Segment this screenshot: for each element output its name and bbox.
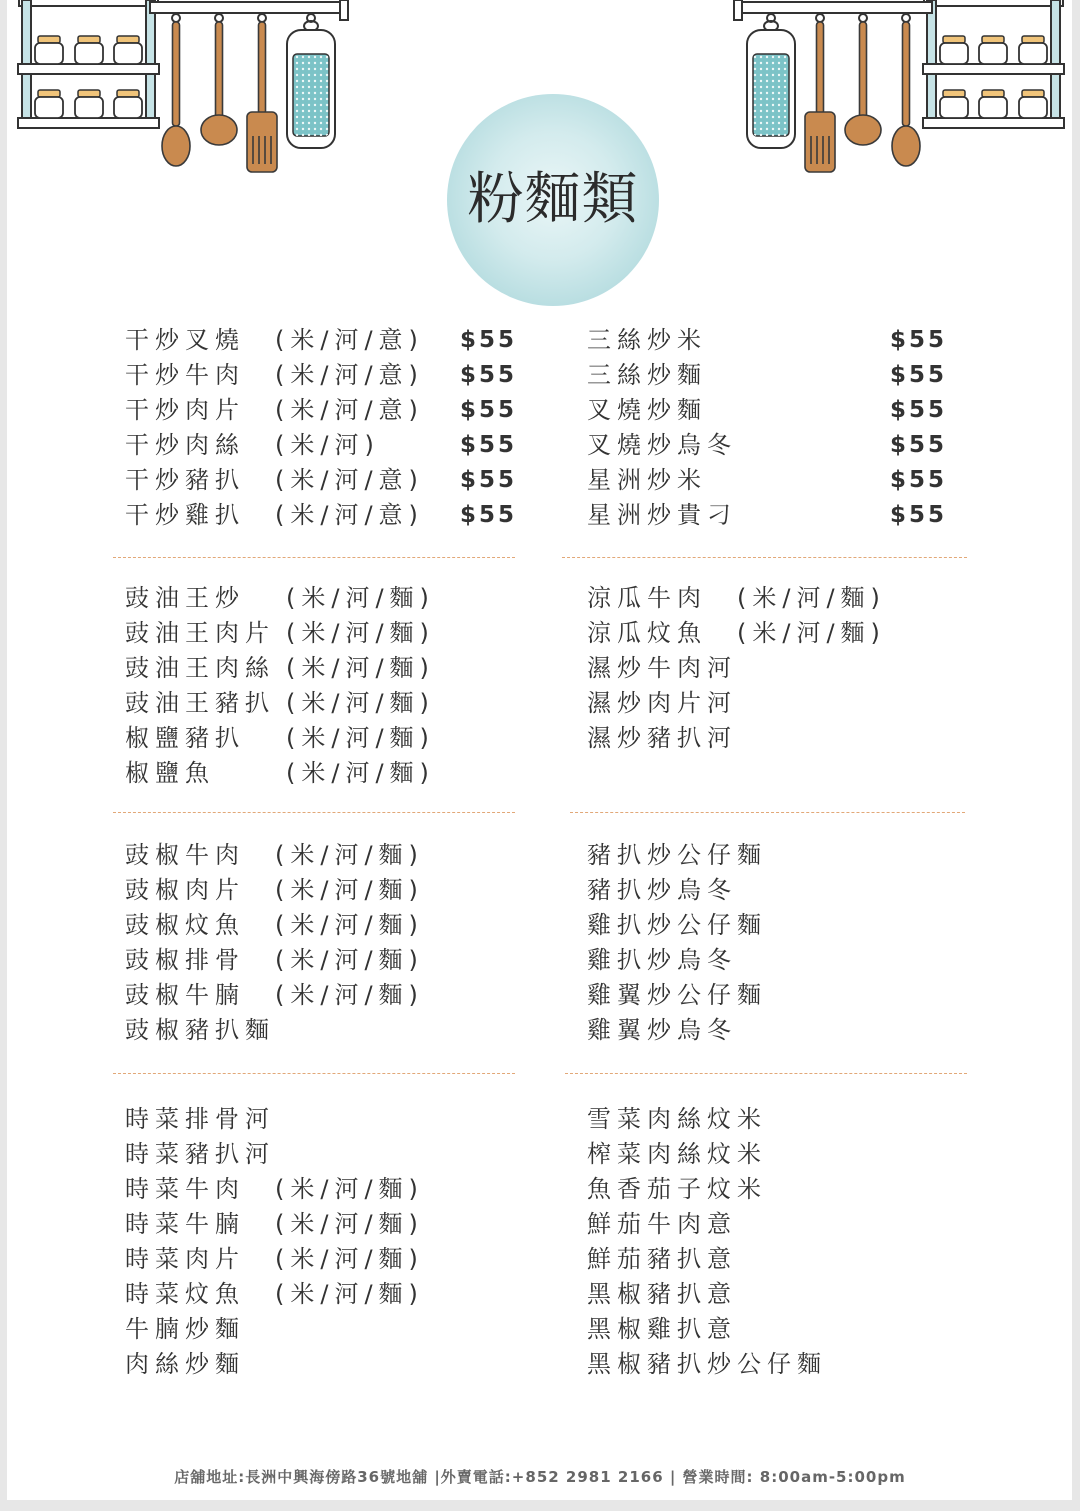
dashed-divider	[562, 557, 967, 558]
menu-item	[125, 873, 485, 908]
section-3-left	[125, 838, 485, 1048]
item-name: 肉絲炒麵	[125, 1350, 245, 1378]
item-name: 干炒叉燒	[125, 326, 245, 354]
shelf-top-board	[19, 0, 158, 6]
item-options: (米/河/意)	[275, 361, 424, 389]
item-options: (米/河/麵)	[275, 1210, 424, 1238]
ladle-icon	[201, 22, 237, 145]
section-3-right	[587, 838, 947, 1048]
item-name: 三絲炒米	[587, 326, 707, 354]
menu-item	[125, 1102, 485, 1137]
menu-item	[125, 1312, 485, 1347]
section-1-left	[125, 323, 518, 533]
item-options: (米/河/意)	[275, 396, 424, 424]
grater-icon	[287, 21, 335, 148]
item-name: 干炒肉片	[125, 396, 245, 424]
item-name: 豉椒肉片	[125, 876, 245, 904]
menu-item	[587, 943, 947, 978]
item-name: 豉油王肉絲	[125, 654, 275, 682]
dashed-divider	[113, 557, 515, 558]
spoon-icon	[162, 22, 190, 166]
item-name: 豉椒牛腩	[125, 981, 245, 1009]
item-price: $55	[460, 467, 518, 493]
item-options: (米/河/麵)	[286, 689, 435, 717]
menu-item	[587, 581, 947, 616]
item-options: (米/河/麵)	[737, 584, 886, 612]
menu-item	[125, 1137, 485, 1172]
shelf-middle-board	[18, 64, 159, 74]
menu-item	[125, 1172, 485, 1207]
item-name: 濕炒豬扒河	[587, 724, 737, 752]
item-options: (米/河/麵)	[275, 1175, 424, 1203]
menu-item	[125, 463, 518, 498]
jar-icon	[75, 90, 103, 118]
item-options: (米/河/麵)	[275, 981, 424, 1009]
menu-item	[587, 978, 947, 1013]
item-name: 椒鹽魚	[125, 759, 215, 787]
menu-item	[587, 721, 947, 756]
item-name: 豉油王炒	[125, 584, 245, 612]
item-options: (米/河/麵)	[275, 876, 424, 904]
menu-item	[587, 686, 947, 721]
item-price: $55	[890, 362, 948, 388]
menu-item	[125, 978, 485, 1013]
item-name: 榨菜肉絲炆米	[587, 1140, 767, 1168]
item-name: 豉椒炆魚	[125, 911, 245, 939]
menu-item	[587, 1312, 947, 1347]
item-name: 椒鹽豬扒	[125, 724, 245, 752]
item-name: 雞翼炒公仔麵	[587, 981, 767, 1009]
section-2-left	[125, 581, 485, 791]
item-options: (米/河/麵)	[275, 946, 424, 974]
section-1-right	[587, 323, 947, 533]
menu-item	[587, 1102, 947, 1137]
section-4-left	[125, 1102, 485, 1382]
menu-item	[587, 498, 947, 533]
item-name: 星洲炒米	[587, 466, 707, 494]
footer-info: 店舖地址:長洲中興海傍路36號地舖 |外賣電話:+852 2981 2166 | 營業時間: 8:00am-5:00pm	[174, 1468, 906, 1486]
item-name: 涼瓜牛肉	[587, 584, 707, 612]
item-name: 牛腩炒麵	[125, 1315, 245, 1343]
menu-item	[587, 1242, 947, 1277]
item-name: 黑椒豬扒意	[587, 1280, 737, 1308]
item-name: 豬扒炒烏冬	[587, 876, 737, 904]
item-name: 干炒肉絲	[125, 431, 245, 459]
dashed-divider	[113, 1073, 515, 1074]
section-2-right	[587, 581, 947, 756]
hook	[172, 14, 180, 22]
item-name: 黑椒雞扒意	[587, 1315, 737, 1343]
item-name: 豬扒炒公仔麵	[587, 841, 767, 869]
item-options: (米/河/麵)	[286, 654, 435, 682]
grater-holes	[293, 54, 329, 136]
item-name: 星洲炒貴刁	[587, 501, 737, 529]
menu-item	[125, 838, 485, 873]
menu-item	[125, 323, 518, 358]
rail-bar	[150, 2, 346, 13]
spatula-head	[247, 112, 277, 172]
menu-item	[587, 1172, 947, 1207]
item-name: 鮮茄豬扒意	[587, 1245, 737, 1273]
utensil-rail	[150, 0, 348, 22]
menu-item	[587, 908, 947, 943]
item-name: 豉椒排骨	[125, 946, 245, 974]
item-name: 濕炒肉片河	[587, 689, 737, 717]
menu-item	[587, 873, 947, 908]
menu-item	[125, 1013, 485, 1048]
jar-icon	[75, 36, 103, 64]
item-name: 干炒雞扒	[125, 501, 245, 529]
menu-item	[125, 358, 518, 393]
menu-item	[125, 581, 485, 616]
menu-item	[587, 1277, 947, 1312]
item-name: 干炒牛肉	[125, 361, 245, 389]
item-name: 雞扒炒烏冬	[587, 946, 737, 974]
item-options: (米/河/麵)	[275, 1245, 424, 1273]
menu-category-title: 粉麵類	[467, 167, 639, 232]
dashed-divider	[570, 812, 965, 813]
ladle-handle	[216, 22, 223, 118]
menu-item	[587, 838, 947, 873]
item-name: 涼瓜炆魚	[587, 619, 707, 647]
menu-item	[125, 651, 485, 686]
item-price: $55	[890, 327, 948, 353]
item-options: (米/河/麵)	[275, 841, 424, 869]
jar-icon	[114, 90, 142, 118]
item-name: 黑椒豬扒炒公仔麵	[587, 1350, 827, 1378]
rail-bracket	[340, 0, 348, 20]
menu-item	[125, 1207, 485, 1242]
item-name: 時菜牛肉	[125, 1175, 245, 1203]
spatula-handle	[259, 22, 266, 114]
jar-icon	[114, 36, 142, 64]
menu-item	[125, 498, 518, 533]
spoon-bowl	[162, 126, 190, 166]
item-price: $55	[460, 432, 518, 458]
item-price: $55	[460, 397, 518, 423]
menu-item	[587, 651, 947, 686]
item-options: (米/河/麵)	[275, 1280, 424, 1308]
item-name: 魚香茄子炆米	[587, 1175, 767, 1203]
hook	[215, 14, 223, 22]
spoon-handle	[173, 22, 180, 126]
item-name: 時菜排骨河	[125, 1105, 275, 1133]
item-options: (米/河/麵)	[737, 619, 886, 647]
menu-item	[587, 1137, 947, 1172]
item-name: 雞翼炒烏冬	[587, 1016, 737, 1044]
item-name: 時菜炆魚	[125, 1280, 245, 1308]
jar-icon	[35, 90, 63, 118]
menu-item	[125, 721, 485, 756]
item-price: $55	[890, 467, 948, 493]
item-options: (米/河/麵)	[286, 759, 435, 787]
menu-item	[125, 1277, 485, 1312]
menu-item	[587, 1347, 947, 1382]
item-price: $55	[890, 397, 948, 423]
dashed-divider	[565, 1073, 967, 1074]
item-name: 雞扒炒公仔麵	[587, 911, 767, 939]
menu-item	[125, 1347, 485, 1382]
shelf-bottom-board	[18, 118, 159, 128]
jar-shelf-icon	[18, 0, 159, 128]
hook	[258, 14, 266, 22]
item-name: 鮮茄牛肉意	[587, 1210, 737, 1238]
item-name: 雪菜肉絲炆米	[587, 1105, 767, 1133]
item-options: (米/河/麵)	[286, 584, 435, 612]
title-badge	[447, 94, 659, 306]
section-4-right	[587, 1102, 947, 1382]
menu-item	[125, 908, 485, 943]
item-options: (米/河/意)	[275, 326, 424, 354]
item-price: $55	[890, 502, 948, 528]
menu-item	[125, 1242, 485, 1277]
item-options: (米/河/麵)	[275, 911, 424, 939]
item-options: (米/河)	[275, 431, 380, 459]
item-name: 三絲炒麵	[587, 361, 707, 389]
item-name: 豉椒牛肉	[125, 841, 245, 869]
item-options: (米/河/麵)	[286, 619, 435, 647]
item-name: 豉油王肉片	[125, 619, 275, 647]
item-name: 豉油王豬扒	[125, 689, 275, 717]
item-name: 時菜肉片	[125, 1245, 245, 1273]
kitchen-decoration-left	[18, 0, 348, 172]
menu-item	[587, 616, 947, 651]
menu-item	[587, 1207, 947, 1242]
item-price: $55	[460, 327, 518, 353]
item-options: (米/河/麵)	[286, 724, 435, 752]
menu-item	[125, 756, 485, 791]
menu-item	[125, 943, 485, 978]
menu-item	[587, 463, 947, 498]
item-price: $55	[890, 432, 948, 458]
item-name: 干炒豬扒	[125, 466, 245, 494]
item-options: (米/河/意)	[275, 501, 424, 529]
dashed-divider	[113, 812, 515, 813]
menu-item	[125, 616, 485, 651]
item-price: $55	[460, 502, 518, 528]
menu-item	[587, 393, 947, 428]
item-name: 時菜牛腩	[125, 1210, 245, 1238]
item-name: 叉燒炒麵	[587, 396, 707, 424]
menu-item	[587, 1013, 947, 1048]
item-options: (米/河/意)	[275, 466, 424, 494]
jar-icon	[35, 36, 63, 64]
item-name: 濕炒牛肉河	[587, 654, 737, 682]
item-name: 叉燒炒烏冬	[587, 431, 737, 459]
item-name: 時菜豬扒河	[125, 1140, 275, 1168]
menu-item	[125, 686, 485, 721]
item-price: $55	[460, 362, 518, 388]
menu-item	[587, 358, 947, 393]
kitchen-decoration-right	[734, 0, 1064, 172]
menu-item	[587, 323, 947, 358]
spatula-icon	[247, 22, 277, 172]
menu-item	[125, 428, 518, 463]
menu-item	[125, 393, 518, 428]
menu-item	[587, 428, 947, 463]
item-name: 豉椒豬扒麵	[125, 1016, 275, 1044]
ladle-bowl	[201, 115, 237, 145]
